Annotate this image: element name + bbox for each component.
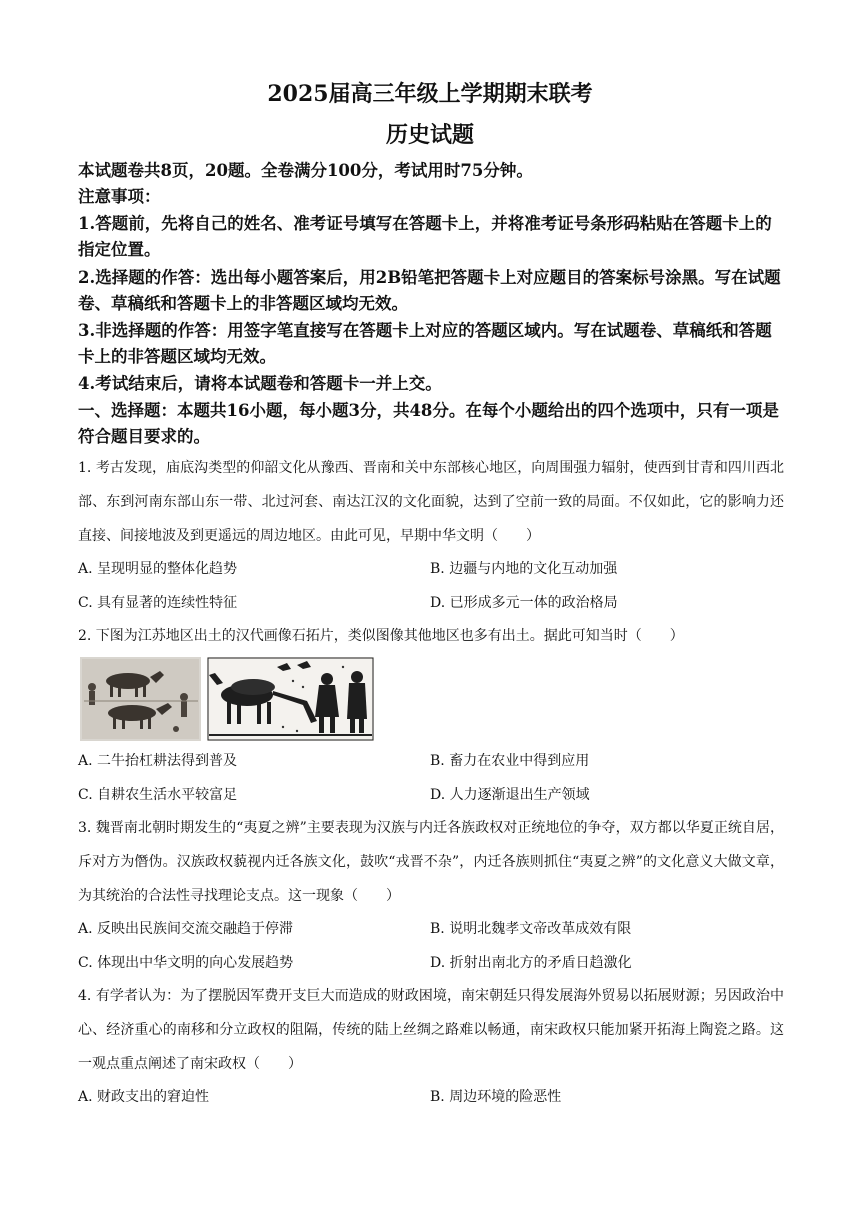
stone-rubbing-image-2 (207, 657, 374, 741)
question-1-stem: 1. 考古发现，庙底沟类型的仰韶文化从豫西、晋南和关中东部核心地区，向周围强力辐射，使西到甘青和四川西北部、东到河南东部山东一带、北过河套、南达江汉的文化面貌，达到了空前一致的局面。不仅如此，它的影响力还直接、间接地波及到更遥远的周边地区。由此可见，早期中华文明（ ） (78, 460, 784, 544)
notice-heading: 注意事项： (78, 187, 161, 206)
stone-rubbing-image-1 (80, 657, 201, 741)
question-3-option-b: B. 说明北魏孝文帝改革成效有限 (430, 921, 632, 937)
question-1-option-c: C. 具有显著的连续性特征 (78, 595, 238, 611)
question-3-stem: 3. 魏晋南北朝时期发生的“夷夏之辨”主要表现为汉族与内迁各族政权对正统地位的争夺，双方都以华夏正统自居，斥对方为僭伪。汉族政权藐视内迁各族文化，鼓吹“戎晋不杂”，内迁各族则抓住“夷夏之辨”的文化意义大做文章，为其统治的合法性寻找理论支点。这一现象（ ） (78, 820, 784, 904)
exam-intro: 本试题卷共8页，20题。全卷满分100分，考试用时75分钟。 (78, 161, 533, 180)
question-1-option-d: D. 已形成多元一体的政治格局 (430, 595, 618, 611)
question-2-option-c: C. 自耕农生活水平较富足 (78, 787, 238, 803)
notice-item-4: 4.考试结束后，请将本试题卷和答题卡一并上交。 (78, 374, 442, 393)
question-2-option-d: D. 人力逐渐退出生产领域 (430, 787, 590, 803)
notice-item-2: 2.选择题的作答：选出每小题答案后，用2B铅笔把答题卡上对应题目的答案标号涂黑。写在试题卷、草稿纸和答题卡上的非答题区域均无效。 (78, 268, 781, 313)
section-heading: 一、选择题：本题共16小题，每小题3分，共48分。在每个小题给出的四个选项中，只有一项是符合题目要求的。 (78, 401, 779, 446)
question-1-option-a: A. 呈现明显的整体化趋势 (78, 561, 238, 577)
exam-title: 2025届高三年级上学期期末联考 (267, 81, 593, 107)
question-3-option-c: C. 体现出中华文明的向心发展趋势 (78, 955, 294, 971)
notice-item-1: 1.答题前，先将自己的姓名、准考证号填写在答题卡上，并将准考证号条形码粘贴在答题卡上的指定位置。 (78, 214, 772, 259)
question-2-stem: 2. 下图为江苏地区出土的汉代画像石拓片，类似图像其他地区也多有出土。据此可知当时（ ） (78, 628, 684, 644)
notice-item-3: 3.非选择题的作答：用签字笔直接写在答题卡上对应的答题区域内。写在试题卷、草稿纸和答题卡上的非答题区域均无效。 (78, 321, 772, 366)
question-1-option-b: B. 边疆与内地的文化互动加强 (430, 561, 618, 577)
question-4-option-a: A. 财政支出的窘迫性 (78, 1089, 210, 1105)
question-4-stem: 4. 有学者认为：为了摆脱因军费开支巨大而造成的财政困境，南宋朝廷只得发展海外贸易以拓展财源；另因政治中心、经济重心的南移和分立政权的阻隔，传统的陆上丝绸之路难以畅通，南宋政权只能加紧开拓海上陶瓷之路。这一观点重点阐述了南宋政权（ ） (78, 988, 784, 1072)
question-2-option-a: A. 二牛抬杠耕法得到普及 (78, 753, 238, 769)
question-3-option-d: D. 折射出南北方的矛盾日趋激化 (430, 955, 632, 971)
question-2-option-b: B. 畜力在农业中得到应用 (430, 753, 590, 769)
question-4-option-b: B. 周边环境的险恶性 (430, 1089, 562, 1105)
exam-subtitle: 历史试题 (385, 122, 474, 148)
question-3-option-a: A. 反映出民族间交流交融趋于停滞 (78, 921, 294, 937)
